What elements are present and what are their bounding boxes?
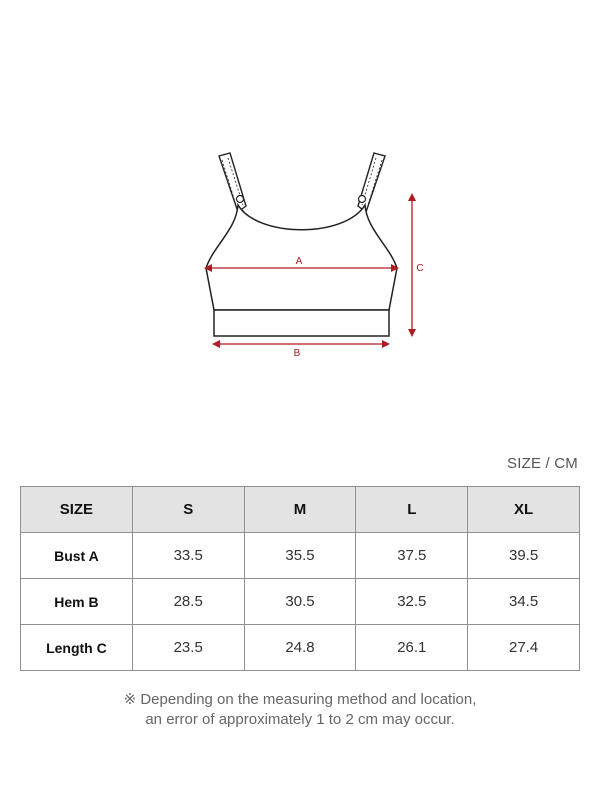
table-cell: 35.5 [244, 533, 356, 579]
table-row-hem [21, 579, 580, 625]
table-cell: 24.8 [244, 625, 356, 671]
measurement-note [0, 690, 600, 730]
table-cell: 23.5 [132, 625, 244, 671]
note-line-1: ※ Depending on the measuring method and location, [123, 691, 477, 708]
hem-band [214, 310, 389, 336]
table-cell: 37.5 [356, 533, 468, 579]
table-cell: 27.4 [468, 625, 580, 671]
table-cell: 28.5 [132, 579, 244, 625]
unit-label: SIZE / CM [507, 455, 578, 472]
header-cell-size: SIZE [21, 487, 133, 533]
measure-a-label: A [295, 256, 303, 267]
table-row-length [21, 625, 580, 671]
table-cell: 30.5 [244, 579, 356, 625]
measure-c [412, 197, 424, 333]
measure-c-label: C [416, 263, 424, 274]
row-label-hem: Hem B [21, 579, 133, 625]
table-cell: 39.5 [468, 533, 580, 579]
table-header-row [21, 487, 580, 533]
table-cell: 26.1 [356, 625, 468, 671]
garment-body [206, 205, 397, 336]
measure-b [216, 344, 386, 359]
header-cell-l: L [356, 487, 468, 533]
row-label-bust: Bust A [21, 533, 133, 579]
left-strap-ring-icon [237, 196, 244, 203]
measure-b-label: B [293, 348, 301, 359]
table-row-bust [21, 533, 580, 579]
table-cell: 33.5 [132, 533, 244, 579]
right-strap [358, 153, 385, 212]
header-cell-xl: XL [468, 487, 580, 533]
size-chart-table [20, 486, 580, 671]
header-cell-m: M [244, 487, 356, 533]
note-line-2: an error of approximately 1 to 2 cm may occur. [145, 711, 455, 728]
table-cell: 34.5 [468, 579, 580, 625]
right-strap-ring-icon [359, 196, 366, 203]
table-cell: 32.5 [356, 579, 468, 625]
row-label-length: Length C [21, 625, 133, 671]
left-strap [219, 153, 246, 212]
header-cell-s: S [132, 487, 244, 533]
